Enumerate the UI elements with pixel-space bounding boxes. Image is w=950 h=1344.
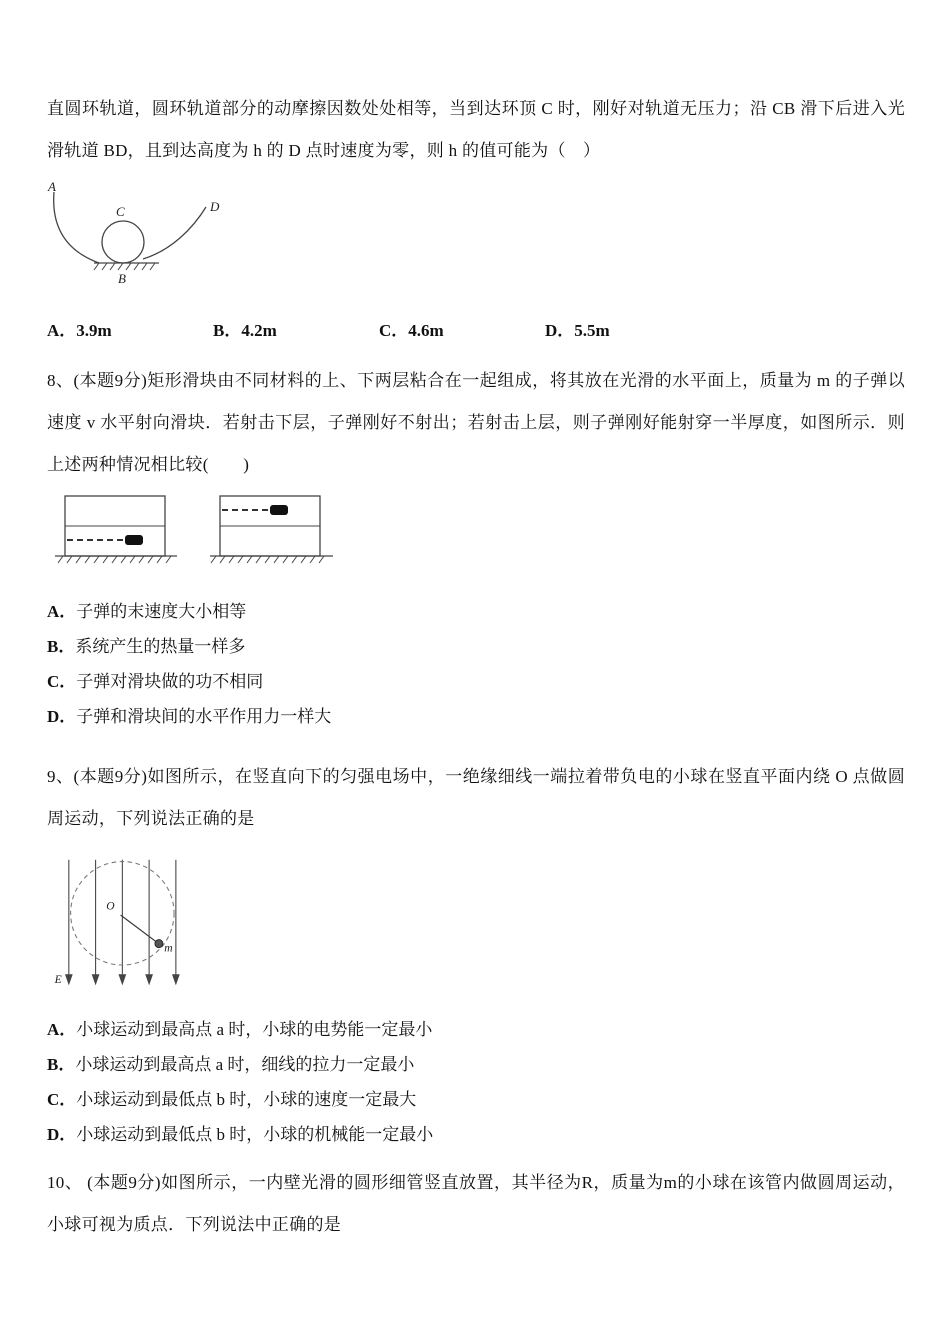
- option-c-text: 子弹对滑块做的功不相同: [76, 672, 264, 691]
- point-b-label: B: [118, 271, 126, 286]
- option-b: [47, 629, 905, 664]
- question-8-options: [47, 594, 905, 734]
- option-c-text: 小球运动到最低点 b 时，小球的速度一定最大: [76, 1090, 417, 1109]
- question-9-options: [47, 1012, 905, 1152]
- option-c: [47, 1082, 905, 1117]
- question-7-loop-track-figure: [47, 180, 905, 288]
- loop-circle: [102, 221, 144, 263]
- loop-track-diagram: [47, 180, 242, 288]
- option-b-text: 系统产生的热量一样多: [75, 637, 246, 656]
- question-10-text: 10、 (本题9分)如图所示，一内壁光滑的圆形细管竖直放置，其半径为R，质量为m的小球在该管内做圆周运动，小球可视为质点．下列说法中正确的是: [47, 1173, 905, 1234]
- point-d-label: D: [210, 199, 220, 214]
- option-d-label: D．: [47, 1125, 77, 1144]
- option-b-label: B．: [47, 637, 76, 656]
- center-o-label: O: [106, 899, 115, 913]
- option-a: [47, 594, 905, 629]
- option-c-label: C．: [47, 672, 77, 691]
- option-b: B．4.2m: [213, 321, 277, 340]
- left-ground-hatching: [58, 556, 171, 563]
- option-b: [47, 1047, 905, 1082]
- option-a-label: A．: [47, 1020, 77, 1039]
- option-d: D．5.5m: [545, 321, 610, 340]
- point-a-label: A: [48, 180, 56, 194]
- option-d-text: 小球运动到最低点 b 时，小球的机械能一定最小: [76, 1125, 434, 1144]
- question-8-blocks-figure: [55, 492, 905, 574]
- option-a-text: 小球运动到最高点 a 时，小球的电势能一定最小: [76, 1020, 433, 1039]
- question-7-options: [47, 318, 905, 344]
- option-c-label: C．: [47, 1090, 77, 1109]
- electric-field-circle-diagram: [51, 856, 216, 992]
- question-9-field-figure: [51, 856, 905, 992]
- option-a: A．3.9m: [47, 321, 112, 340]
- option-d-label: D．: [47, 707, 77, 726]
- question-7-text: 直圆环轨道，圆环轨道部分的动摩擦因数处处相等，当到达环顶 C 时，刚好对轨道无压力；沿 CB 滑下后进入光滑轨道 BD，且到达高度为 h 的 D 点时速度为零，则 h 的值可能为（ ）: [47, 99, 905, 160]
- option-c: C．4.6m: [379, 321, 444, 340]
- left-bullet: [125, 535, 143, 545]
- left-slope-curve: [54, 192, 99, 263]
- charged-ball: [155, 940, 163, 948]
- option-a-label: A．: [47, 602, 77, 621]
- option-d: [47, 699, 905, 734]
- option-d: [47, 1117, 905, 1152]
- option-c: [47, 664, 905, 699]
- field-e-label: E: [54, 972, 62, 986]
- point-c-label: C: [116, 204, 125, 219]
- option-a-text: 子弹的末速度大小相等: [76, 602, 247, 621]
- question-8-text: 8、(本题9分)矩形滑块由不同材料的上、下两层粘合在一起组成，将其放在光滑的水平面上，质量为 m 的子弹以速度 v 水平射向滑块．若射击下层，子弹刚好不射出；若射击上层，则子弹刚好能射穿一半厚度，如图所示．则上述两种情况相比较( ): [47, 371, 905, 474]
- option-b-label: B．: [47, 1055, 76, 1074]
- right-bullet: [270, 505, 288, 515]
- right-ground-hatching: [211, 556, 324, 563]
- option-d-text: 子弹和滑块间的水平作用力一样大: [76, 707, 332, 726]
- question-9-text: 9、(本题9分)如图所示，在竖直向下的匀强电场中，一绝缘细线一端拉着带负电的小球在竖直平面内绕 O 点做圆周运动，下列说法正确的是: [47, 767, 905, 828]
- option-a: [47, 1012, 905, 1047]
- mass-m-label: m: [164, 941, 173, 955]
- string-line: [121, 915, 157, 942]
- right-slope-curve: [143, 207, 206, 259]
- option-b-text: 小球运动到最高点 a 时，细线的拉力一定最小: [75, 1055, 415, 1074]
- ground-hatching: [94, 263, 155, 270]
- bullet-block-diagram: [55, 492, 340, 574]
